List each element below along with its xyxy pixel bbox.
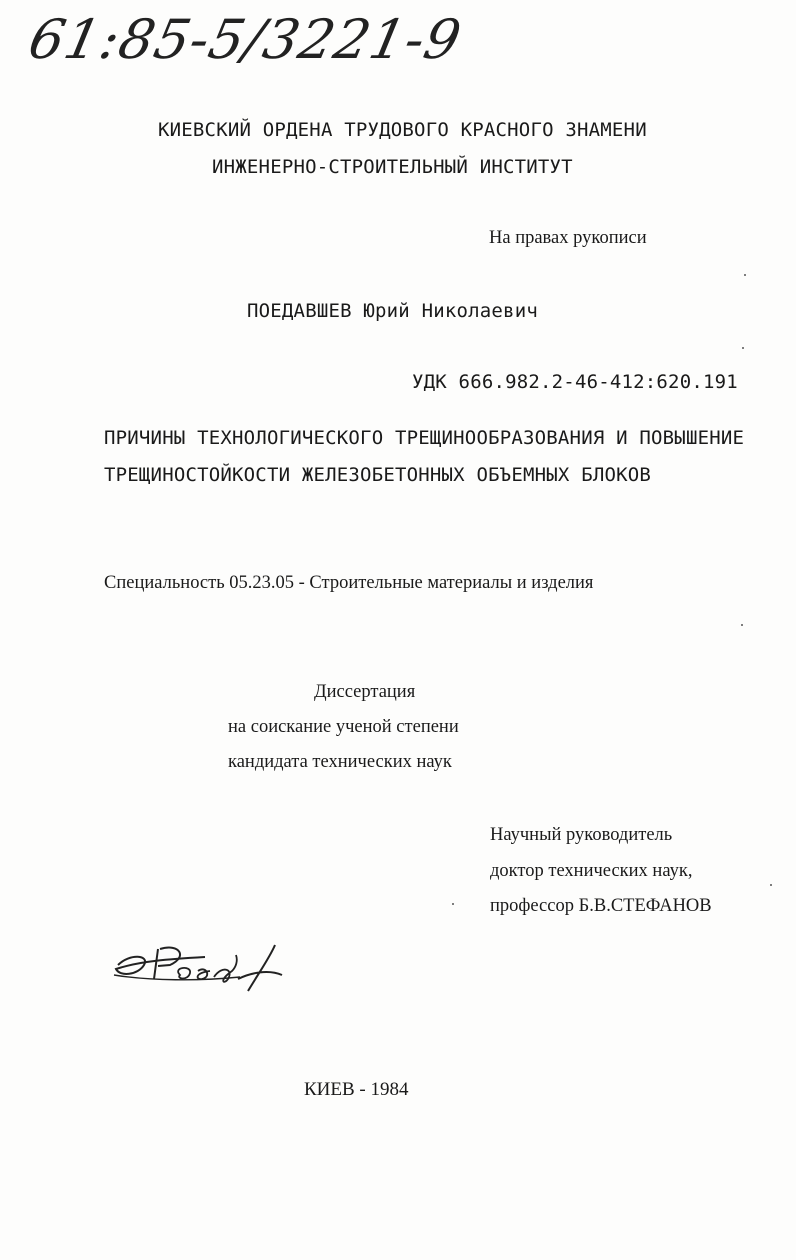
dissertation-line-3: кандидата технических наук (228, 752, 452, 772)
supervisor-line-2: доктор технических наук, (490, 861, 693, 881)
signature-text: Поед (110, 935, 113, 936)
author-signature (110, 935, 300, 1005)
city-year: КИЕВ - 1984 (304, 1079, 409, 1100)
dissertation-line-1: Диссертация (314, 682, 416, 702)
paper-speck (742, 347, 744, 349)
institution-line-2: ИНЖЕНЕРНО-СТРОИТЕЛЬНЫЙ ИНСТИТУТ (212, 156, 573, 178)
specialty-line: Специальность 05.23.05 - Строительные материалы и изделия (104, 573, 594, 593)
title-line-1: ПРИЧИНЫ ТЕХНОЛОГИЧЕСКОГО ТРЕЩИНООБРАЗОВАНИЯ И ПОВЫШЕНИЕ (104, 427, 745, 449)
paper-speck (741, 624, 743, 626)
author-name: ПОЕДАВШЕВ Юрий Николаевич (247, 300, 538, 322)
rights-note: На правах рукописи (489, 228, 647, 248)
supervisor-line-1: Научный руководитель (490, 825, 673, 845)
title-line-2: ТРЕЩИНОСТОЙКОСТИ ЖЕЛЕЗОБЕТОННЫХ ОБЪЕМНЫХ БЛОКОВ (104, 464, 652, 486)
institution-line-1: КИЕВСКИЙ ОРДЕНА ТРУДОВОГО КРАСНОГО ЗНАМЕНИ (158, 119, 647, 141)
paper-speck (744, 274, 746, 276)
udc-code: УДК 666.982.2-46-412:620.191 (412, 371, 738, 393)
paper-speck (770, 884, 772, 886)
supervisor-line-3: профессор Б.В.СТЕФАНОВ (490, 896, 712, 916)
paper-speck (452, 903, 454, 905)
archive-number-handwritten: 61:85-5/3221-9 (23, 8, 468, 71)
dissertation-line-2: на соискание ученой степени (228, 717, 459, 737)
